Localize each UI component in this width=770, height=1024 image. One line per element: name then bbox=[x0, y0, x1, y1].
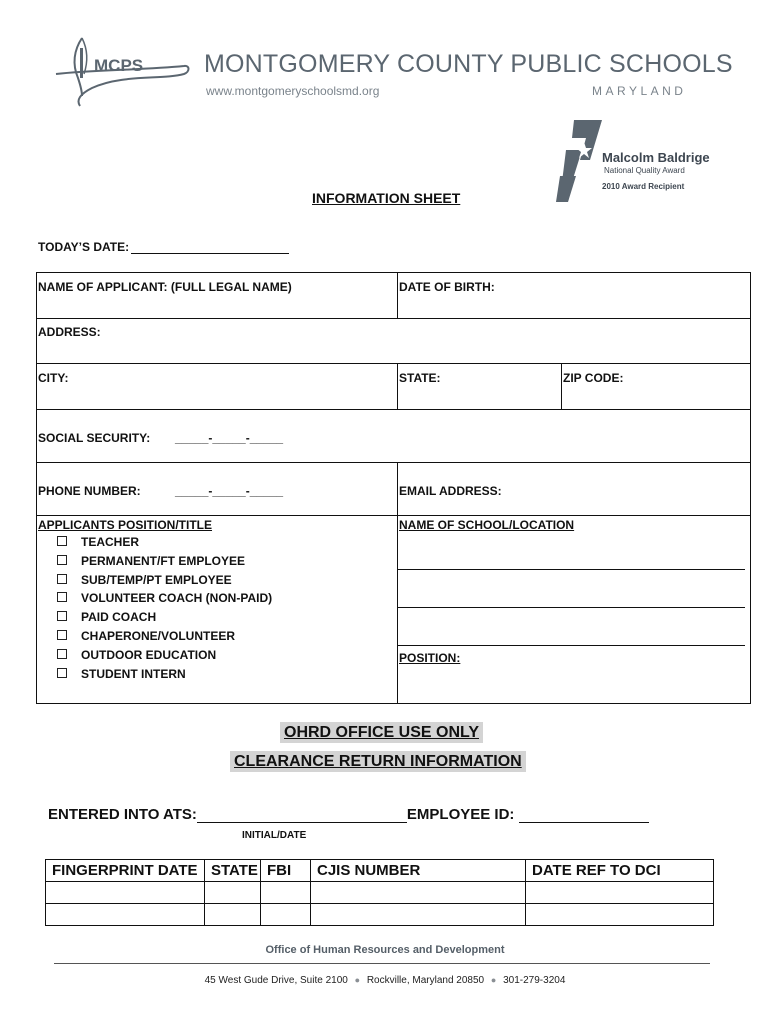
footer-phone: 301-279-3204 bbox=[503, 975, 566, 986]
applicant-form bbox=[36, 272, 751, 704]
col-state: STATE bbox=[205, 860, 261, 882]
email-address-label: EMAIL ADDRESS: bbox=[399, 484, 502, 498]
bullet-icon: ● bbox=[490, 975, 497, 985]
office-use-heading: OHRD OFFICE USE ONLY bbox=[280, 722, 483, 743]
school-line-2[interactable] bbox=[397, 607, 745, 608]
social-security-label: SOCIAL SECURITY: bbox=[38, 431, 151, 445]
school-line-3[interactable] bbox=[397, 645, 745, 646]
table-header-row bbox=[46, 860, 714, 882]
footer-office: Office of Human Resources and Development bbox=[265, 944, 505, 956]
col-date-ref-dci: DATE REF TO DCI bbox=[526, 860, 714, 882]
cell[interactable] bbox=[261, 882, 311, 904]
school-line-1[interactable] bbox=[397, 569, 745, 570]
employee-id-label: EMPLOYEE ID: bbox=[406, 806, 515, 823]
award-recipient: 2010 Award Recipient bbox=[602, 182, 685, 191]
option-paid-coach[interactable]: PAID COACH bbox=[57, 610, 272, 629]
todays-date-field[interactable] bbox=[38, 240, 289, 254]
mcps-logo-icon bbox=[52, 34, 192, 110]
checkbox[interactable] bbox=[57, 630, 67, 640]
option-outdoor-education[interactable]: OUTDOOR EDUCATION bbox=[57, 648, 272, 667]
footer-city: Rockville, Maryland 20850 bbox=[366, 975, 485, 986]
footer-street: 45 West Gude Drive, Suite 2100 bbox=[204, 975, 348, 986]
option-sub-temp-pt[interactable]: SUB/TEMP/PT EMPLOYEE bbox=[57, 573, 272, 592]
footer-address bbox=[0, 975, 770, 986]
checkbox[interactable] bbox=[57, 536, 67, 546]
col-fingerprint-date: FINGERPRINT DATE bbox=[46, 860, 205, 882]
applicant-name-label: NAME OF APPLICANT: (FULL LEGAL NAME) bbox=[38, 280, 292, 294]
org-name: MONTGOMERY COUNTY PUBLIC SCHOOLS bbox=[204, 50, 733, 78]
initial-date-label: INITIAL/DATE bbox=[242, 830, 307, 841]
table-row bbox=[46, 904, 714, 926]
ats-row bbox=[48, 806, 649, 823]
entered-ats-label: ENTERED INTO ATS: bbox=[48, 806, 197, 823]
option-permanent-ft[interactable]: PERMANENT/FT EMPLOYEE bbox=[57, 554, 272, 573]
award-name: Malcolm Baldrige bbox=[602, 150, 710, 165]
address-label: ADDRESS: bbox=[38, 325, 101, 339]
social-security-input[interactable]: _____-_____-_____ bbox=[175, 431, 284, 445]
table-row bbox=[46, 882, 714, 904]
cell[interactable] bbox=[205, 882, 261, 904]
option-chaperone[interactable]: CHAPERONE/VOLUNTEER bbox=[57, 629, 272, 648]
cell[interactable] bbox=[311, 904, 526, 926]
logo-text: MCPS bbox=[94, 56, 144, 75]
option-teacher[interactable]: TEACHER bbox=[57, 535, 272, 554]
option-volunteer-coach[interactable]: VOLUNTEER COACH (NON-PAID) bbox=[57, 591, 272, 610]
entered-ats-line[interactable] bbox=[197, 811, 407, 823]
fingerprint-table bbox=[45, 859, 714, 926]
checkbox[interactable] bbox=[57, 574, 67, 584]
clearance-heading: CLEARANCE RETURN INFORMATION bbox=[230, 751, 526, 772]
todays-date-line[interactable] bbox=[131, 241, 289, 254]
checkbox[interactable] bbox=[57, 668, 67, 678]
employee-id-line[interactable] bbox=[519, 811, 649, 823]
award-subtitle: National Quality Award bbox=[604, 166, 685, 175]
cell[interactable] bbox=[311, 882, 526, 904]
page-title: INFORMATION SHEET bbox=[312, 190, 461, 206]
cell[interactable] bbox=[526, 882, 714, 904]
cell[interactable] bbox=[46, 904, 205, 926]
bullet-icon: ● bbox=[354, 975, 361, 985]
school-location-label: NAME OF SCHOOL/LOCATION bbox=[399, 518, 575, 532]
zip-code-label: ZIP CODE: bbox=[563, 371, 624, 385]
checkbox[interactable] bbox=[57, 592, 67, 602]
phone-number-input[interactable]: _____-_____-_____ bbox=[175, 484, 284, 498]
checkbox[interactable] bbox=[57, 649, 67, 659]
state-label: MARYLAND bbox=[592, 84, 687, 98]
state-field-label: STATE: bbox=[399, 371, 441, 385]
city-label: CITY: bbox=[38, 371, 69, 385]
cell[interactable] bbox=[526, 904, 714, 926]
position-options bbox=[57, 535, 272, 685]
checkbox[interactable] bbox=[57, 611, 67, 621]
col-fbi: FBI bbox=[261, 860, 311, 882]
option-student-intern[interactable]: STUDENT INTERN bbox=[57, 667, 272, 686]
cell[interactable] bbox=[205, 904, 261, 926]
cell[interactable] bbox=[261, 904, 311, 926]
cell[interactable] bbox=[46, 882, 205, 904]
phone-number-label: PHONE NUMBER: bbox=[38, 484, 141, 498]
baldrige-award-icon bbox=[556, 120, 606, 202]
position-title-label: APPLICANTS POSITION/TITLE bbox=[38, 518, 213, 532]
checkbox[interactable] bbox=[57, 555, 67, 565]
footer-divider bbox=[54, 963, 710, 964]
todays-date-label: TODAY’S DATE: bbox=[38, 240, 130, 254]
website-link[interactable]: www.montgomeryschoolsmd.org bbox=[206, 84, 380, 98]
col-cjis-number: CJIS NUMBER bbox=[311, 860, 526, 882]
date-of-birth-label: DATE OF BIRTH: bbox=[399, 280, 495, 294]
position-label: POSITION: bbox=[399, 651, 461, 665]
